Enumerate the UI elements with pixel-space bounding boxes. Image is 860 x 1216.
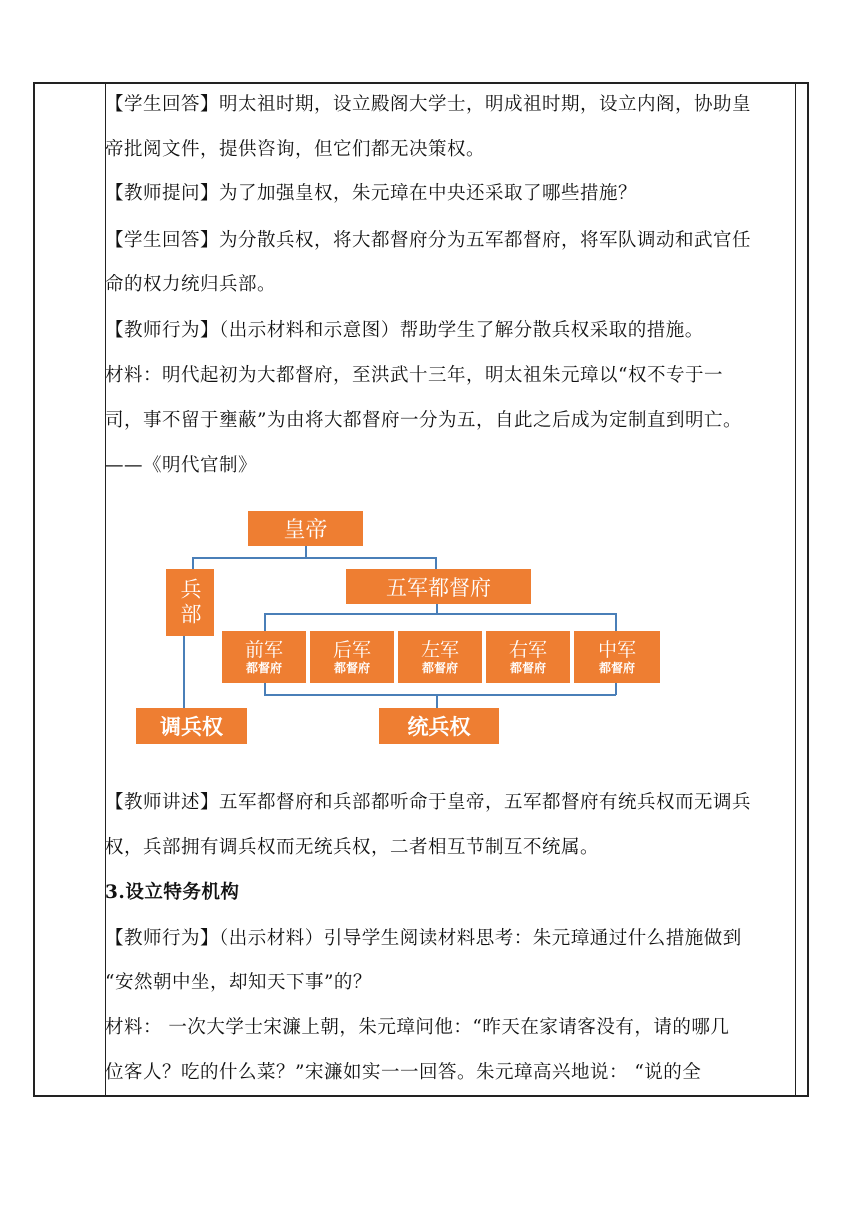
text-line: 命的权力统归兵部。 [105, 274, 277, 295]
text-line: 司，事不留于壅蔽”为由将大都督府一分为五，自此之后成为定制直到明亡。 [105, 410, 742, 431]
army-box-title: 左军 [420, 638, 459, 661]
text-line: 位客人？吃的什么菜？”宋濂如实一一回答。朱元璋高兴地说： “说的全 [105, 1062, 702, 1083]
connector-line [183, 636, 185, 710]
text-line: 【学生回答】明太祖时期，设立殿阁大学士，明成祖时期，设立内阁，协助皇 [105, 94, 752, 115]
bingbu-box [166, 569, 214, 636]
army-box-subtitle: 都督府 [421, 660, 458, 675]
army-box-title: 中军 [597, 638, 636, 661]
section-heading: 3.设立特务机构 [105, 882, 240, 903]
tongbingquan-label: 统兵权 [407, 714, 471, 739]
table-column-divider [795, 84, 796, 1095]
army-box-front [222, 631, 306, 683]
army-box-title: 前军 [244, 638, 283, 661]
text-line: 【学生回答】为分散兵权，将大都督府分为五军都督府，将军队调动和武官任 [105, 230, 752, 251]
diaobingquan-label: 调兵权 [160, 714, 223, 739]
army-box-subtitle: 都督府 [509, 660, 546, 675]
connector-line [192, 557, 194, 569]
connector-line [264, 694, 616, 696]
army-box-left [398, 631, 482, 683]
diaobingquan-box [136, 708, 247, 744]
army-box-rear [310, 631, 394, 683]
emperor-box [248, 511, 363, 546]
wujun-label: 五军都督府 [386, 575, 491, 600]
connector-line [615, 613, 617, 631]
connector-line [264, 613, 616, 615]
text-line: 【教师行为】（出示材料和示意图）帮助学生了解分散兵权采取的措施。 [105, 320, 704, 341]
text-line: 【教师讲述】五军都督府和兵部都听命于皇帝，五军都督府有统兵权而无调兵 [105, 792, 752, 813]
army-box-title: 后军 [332, 638, 371, 661]
wujun-box [346, 569, 531, 604]
army-box-right [486, 631, 570, 683]
connector-line [435, 557, 437, 569]
text-line: 【教师行为】（出示材料）引导学生阅读材料思考：朱元璋通过什么措施做到 [105, 928, 742, 949]
emperor-label: 皇帝 [283, 518, 328, 543]
connector-line [264, 613, 266, 631]
connector-line [436, 694, 438, 708]
text-line: 帝批阅文件，提供咨询，但它们都无决策权。 [105, 139, 486, 160]
text-line: 【教师提问】为了加强皇权，朱元璋在中央还采取了哪些措施？ [105, 183, 638, 204]
army-box-center [574, 631, 660, 683]
connector-line [192, 557, 436, 559]
army-box-subtitle: 都督府 [598, 660, 635, 675]
army-box-subtitle: 都督府 [333, 660, 370, 675]
text-line: ——《明代官制》 [105, 455, 258, 476]
text-line: “安然朝中坐，却知天下事”的？ [105, 972, 372, 993]
text-line: 权，兵部拥有调兵权而无统兵权，二者相互节制互不统属。 [105, 837, 600, 858]
tongbingquan-box [379, 708, 499, 744]
army-box-title: 右军 [508, 638, 547, 661]
text-line: 材料： 一次大学士宋濂上朝，朱元璋问他：“昨天在家请客没有，请的哪几 [105, 1017, 730, 1038]
bingbu-label: 兵部 [178, 577, 202, 628]
text-line: 材料：明代起初为大都督府，至洪武十三年，明太祖朱元璋以“权不专于一 [105, 365, 723, 386]
army-box-subtitle: 都督府 [245, 660, 282, 675]
